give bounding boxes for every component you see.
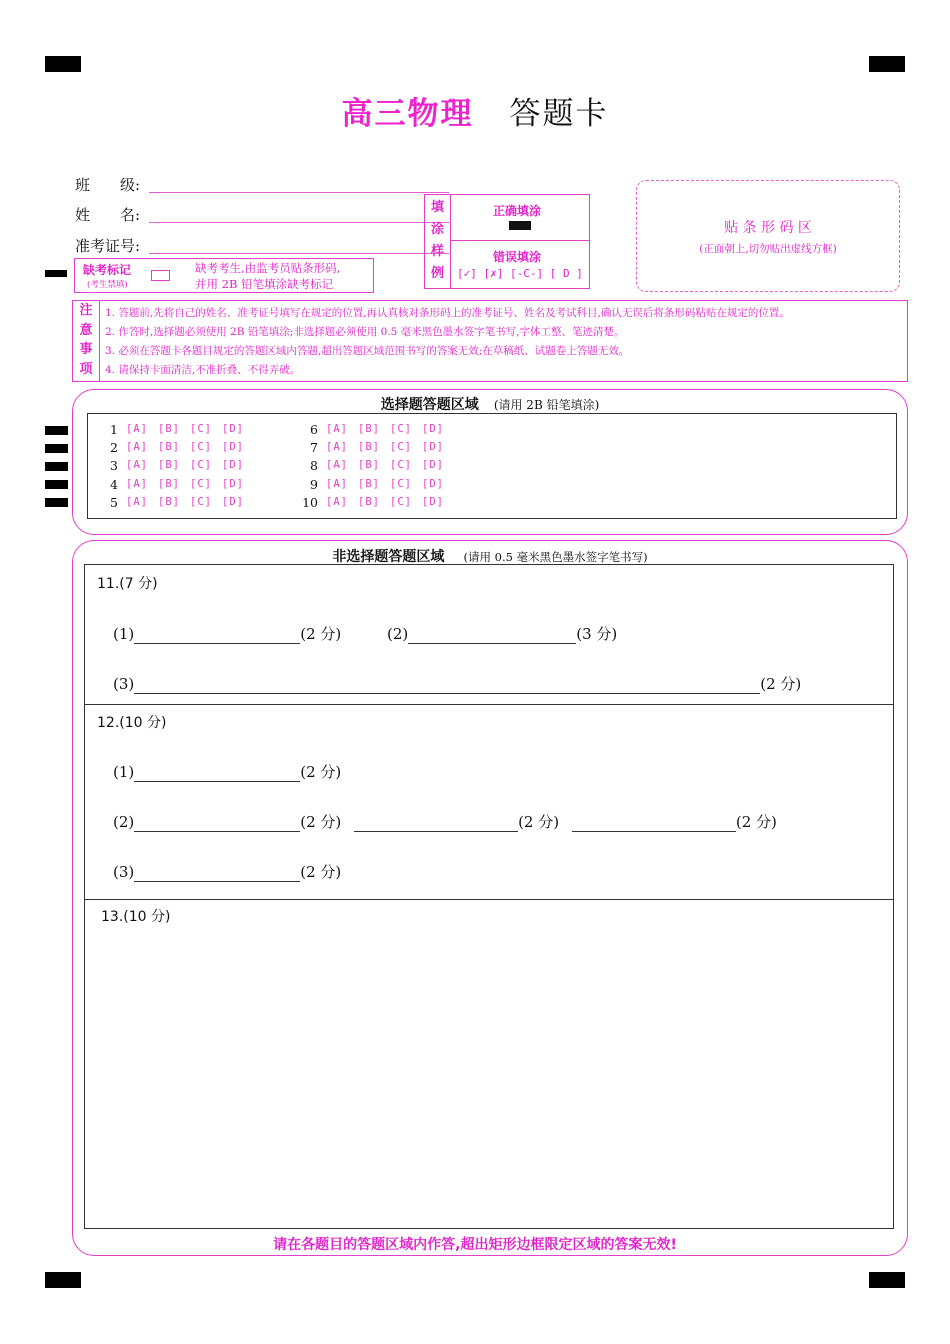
note-item: 2. 作答时,选择题必须使用 2B 铅笔填涂;非选择题必须使用 0.5 毫米黑色墨水签字笔书写,字体工整、笔迹清楚。 (105, 326, 625, 338)
mcq-option-bubble[interactable]: [A] (126, 495, 148, 508)
q11-part-3: (3) (2 分) (113, 675, 802, 693)
mcq-option-bubble[interactable]: [D] (422, 423, 444, 435)
mcq-option-bubble[interactable]: [D] (222, 477, 244, 490)
mcq-option-bubble[interactable]: [C] (190, 423, 212, 435)
registration-mark (869, 56, 905, 72)
mcq-question-number: 3 (110, 458, 118, 474)
non-mcq-title: 非选择题答题区域 (332, 549, 445, 565)
mcq-option-bubble[interactable]: [C] (190, 441, 212, 454)
mcq-option-bubble[interactable]: [B] (358, 477, 380, 490)
absent-text-2: 并用 2B 铅笔填涂缺考标记 (195, 277, 334, 291)
mcq-option-bubble[interactable]: [D] (222, 459, 244, 472)
absent-label: 缺考标记 (83, 263, 132, 277)
write-line[interactable] (149, 253, 449, 254)
mcq-option-bubble[interactable]: [C] (390, 477, 412, 490)
timing-mark (45, 498, 68, 507)
answer-line[interactable] (354, 815, 518, 832)
mcq-question-number: 1 (110, 422, 118, 437)
class-field[interactable] (75, 174, 140, 195)
write-line[interactable] (149, 192, 449, 193)
mcq-option-bubble[interactable]: [A] (126, 423, 148, 435)
non-mcq-heading (73, 546, 907, 566)
absent-mark-box (74, 258, 374, 293)
mcq-option-bubble[interactable]: [D] (222, 441, 244, 454)
mcq-option-bubble[interactable]: [B] (158, 423, 180, 435)
timing-mark (45, 426, 68, 435)
answer-line[interactable] (134, 677, 760, 694)
answer-line[interactable] (408, 627, 576, 644)
card-title: 答题卡 (509, 96, 609, 132)
barcode-title: 贴 条 形 码 区 (724, 220, 812, 236)
mcq-option-bubble[interactable]: [B] (358, 423, 380, 435)
mcq-option-bubble[interactable]: [D] (222, 423, 244, 435)
mcq-question-number: 2 (110, 440, 118, 456)
timing-mark (45, 462, 68, 471)
write-line[interactable] (149, 222, 449, 223)
field-label: 班 级: (75, 176, 141, 194)
mcq-option-bubble[interactable]: [A] (326, 459, 348, 472)
mcq-option-bubble[interactable]: [D] (222, 495, 244, 508)
answer-line[interactable] (572, 815, 736, 832)
mcq-option-bubble[interactable]: [B] (158, 477, 180, 490)
mcq-option-bubble[interactable]: [C] (390, 423, 412, 435)
mcq-question-number: 5 (110, 494, 118, 510)
mcq-option-bubble[interactable]: [C] (190, 477, 212, 490)
q11-part-2: (2) (3 分) (387, 625, 618, 643)
mcq-question-number: 4 (110, 476, 118, 492)
timing-mark (45, 444, 68, 453)
mcq-option-bubble[interactable]: [A] (326, 423, 348, 435)
mcq-question-number: 8 (310, 458, 318, 474)
absent-text-1: 缺考考生,由监考员贴条形码, (195, 261, 341, 275)
notes-heading: 注 意 事 项 (73, 301, 100, 381)
question-13-box[interactable] (84, 899, 894, 1229)
answer-line[interactable] (134, 765, 300, 782)
non-mcq-hint: (请用 0.5 毫米黑色墨水签字笔书写) (463, 550, 648, 564)
mcq-region (72, 389, 908, 535)
footer-warning: 请在各题目的答题区域内作答,超出矩形边框限定区域的答案无效! (273, 1237, 677, 1253)
sample-side: 填 涂 样 例 (425, 195, 451, 288)
answer-line[interactable] (134, 627, 300, 644)
mcq-hint: (请用 2B 铅笔填涂) (493, 398, 600, 412)
mcq-question-number: 9 (310, 476, 318, 492)
q12-part-1: (1) (2 分) (113, 763, 342, 781)
note-item: 4. 请保持卡面清洁,不准折叠、不得弄破。 (105, 364, 301, 376)
fill-sample-box (424, 194, 590, 289)
mcq-question-number: 7 (310, 440, 318, 456)
correct-fill-label: 正确填涂 (493, 204, 542, 218)
answer-line[interactable] (134, 865, 300, 882)
q12-part-2: (2) (2 分) (2 分) (2 分) (113, 813, 777, 831)
mcq-option-bubble[interactable]: [A] (126, 441, 148, 454)
timing-mark (45, 270, 67, 277)
wrong-fill-label: 错误填涂 (493, 250, 542, 264)
mcq-heading (73, 394, 907, 414)
note-item: 3. 必须在答题卡各题目规定的答题区域内答题,超出答题区域范围书写的答案无效;在草稿纸、试题卷上答题无效。 (105, 345, 630, 357)
question-12-title: 12.(10 分) (97, 715, 167, 731)
subject-title: 高三物理 (341, 96, 474, 132)
mcq-option-bubble[interactable]: [A] (126, 459, 148, 472)
mcq-option-bubble[interactable]: [D] (422, 477, 444, 490)
registration-mark (869, 1272, 905, 1288)
name-field[interactable] (75, 204, 140, 225)
timing-mark (45, 480, 68, 489)
mcq-option-bubble[interactable]: [C] (390, 459, 412, 472)
mcq-question-number: 10 (302, 494, 318, 510)
sample-divider (451, 240, 589, 241)
mcq-option-bubble[interactable]: [D] (422, 441, 444, 454)
registration-mark (45, 56, 81, 72)
field-label: 准考证号: (75, 237, 141, 255)
mcq-option-bubble[interactable]: [B] (158, 495, 180, 508)
mcq-option-bubble[interactable]: [B] (358, 495, 380, 508)
q12-part-3: (3) (2 分) (113, 863, 342, 881)
absent-sublabel: (考生禁填) (87, 280, 128, 290)
mcq-option-bubble[interactable]: [A] (326, 441, 348, 454)
barcode-area (636, 180, 900, 292)
mcq-answer-box (87, 413, 897, 519)
mcq-option-bubble[interactable]: [C] (190, 495, 212, 508)
exam-number-field[interactable] (75, 235, 140, 256)
absent-checkbox[interactable] (151, 270, 170, 281)
mcq-option-bubble[interactable]: [B] (358, 459, 380, 472)
mcq-option-bubble[interactable]: [B] (158, 441, 180, 454)
mcq-option-bubble[interactable]: [C] (390, 495, 412, 508)
correct-fill-mark (509, 221, 531, 230)
q11-part-1: (1) (2 分) (113, 625, 342, 643)
question-12-box (84, 703, 894, 900)
mcq-option-bubble[interactable]: [A] (126, 477, 148, 490)
note-item: 1. 答题前,先将自己的姓名、准考证号填写在规定的位置,再认真核对条形码上的准考证号、姓名及考试科目,确认无误后将条形码粘贴在规定的位置。 (105, 307, 790, 319)
mcq-option-bubble[interactable]: [D] (422, 459, 444, 472)
answer-line[interactable] (134, 815, 300, 832)
notes-box (72, 300, 908, 382)
question-13-title: 13.(10 分) (101, 909, 171, 925)
mcq-option-bubble[interactable]: [A] (326, 477, 348, 490)
mcq-option-bubble[interactable]: [A] (326, 495, 348, 508)
mcq-option-bubble[interactable]: [B] (358, 441, 380, 454)
wrong-fill-marks: [✓] [✗] [-C-] [ D ] (457, 267, 583, 280)
mcq-option-bubble[interactable]: [D] (422, 495, 444, 508)
question-11-box (84, 564, 894, 705)
page-title (0, 88, 950, 133)
registration-mark (45, 1272, 81, 1288)
question-11-title: 11.(7 分) (97, 576, 158, 592)
mcq-option-bubble[interactable]: [C] (390, 441, 412, 454)
mcq-option-bubble[interactable]: [B] (158, 459, 180, 472)
barcode-subtitle: (正面朝上,切勿贴出虚线方框) (699, 243, 837, 255)
mcq-option-bubble[interactable]: [C] (190, 459, 212, 472)
field-label: 姓 名: (75, 206, 141, 224)
mcq-title: 选择题答题区域 (380, 397, 479, 413)
mcq-question-number: 6 (310, 422, 318, 437)
